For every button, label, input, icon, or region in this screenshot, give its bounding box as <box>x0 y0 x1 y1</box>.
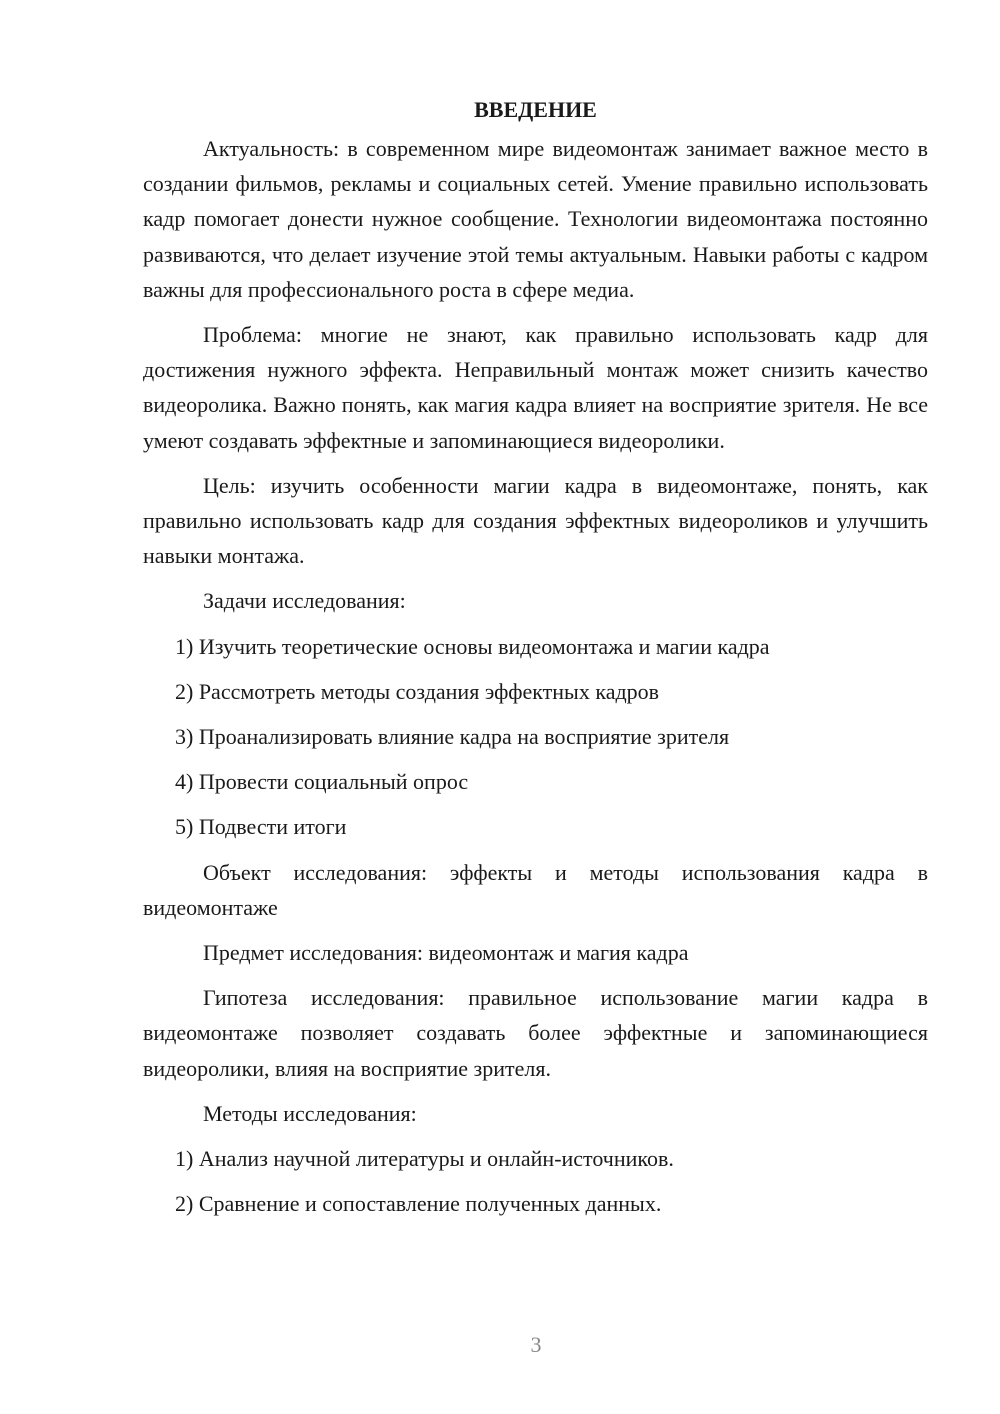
list-item: 4) Провести социальный опрос <box>175 769 469 795</box>
list-item: 3) Проанализировать влияние кадра на восприятие зрителя <box>175 724 730 750</box>
list-item: 1) Анализ научной литературы и онлайн-источников. <box>175 1146 674 1172</box>
methods-label: Методы исследования: <box>203 1100 417 1126</box>
tasks-label: Задачи исследования: <box>203 588 406 614</box>
document-page <box>143 92 928 1231</box>
goal-paragraph: Цель: изучить особенности магии кадра в видеомонтаже, понять, как правильно использовать кадр для создания эффектных видеороликов и улучшить навыки монтажа. <box>143 472 928 569</box>
hypothesis-paragraph: Гипотеза исследования: правильное использование магии кадра в видеомонтаже позволяет создавать более эффектные и запоминающиеся видеоролики, влияя на восприятие зрителя. <box>143 985 928 1081</box>
tasks-list <box>143 629 928 845</box>
problem-paragraph: Проблема: многие не знают, как правильно использовать кадр для достижения нужного эффекта. Неправильный монтаж может снизить качество видеоролика. Важно понять, как магия кадра влияет на восприятие зрителя. Не все умеют создавать эффектные и запоминающиеся видеоролики. <box>143 322 928 453</box>
list-item: 5) Подвести итоги <box>175 814 347 840</box>
methods-list <box>143 1141 928 1221</box>
subject-paragraph: Предмет исследования: видеомонтаж и магия кадра <box>203 940 689 966</box>
page-number: 3 <box>530 1332 542 1357</box>
list-item: 2) Рассмотреть методы создания эффектных кадров <box>175 678 660 704</box>
page-title: ВВЕДЕНИЕ <box>474 97 597 122</box>
relevance-paragraph: Актуальность: в современном мире видеомонтаж занимает важное место в создании фильмов, рекламы и социальных сетей. Умение правильно использовать кадр помогает донести нужное сообщение. Технологии видеомонтажа постоянно развиваются, что делает изучение этой темы актуальным. Навыки работы с кадром важны для профессионального роста в сфере медиа. <box>143 136 928 302</box>
list-item: 2) Сравнение и сопоставление полученных данных. <box>175 1191 662 1217</box>
object-paragraph: Объект исследования: эффекты и методы использования кадра в видеомонтаже <box>143 859 928 920</box>
list-item: 1) Изучить теоретические основы видеомонтажа и магии кадра <box>175 633 770 659</box>
